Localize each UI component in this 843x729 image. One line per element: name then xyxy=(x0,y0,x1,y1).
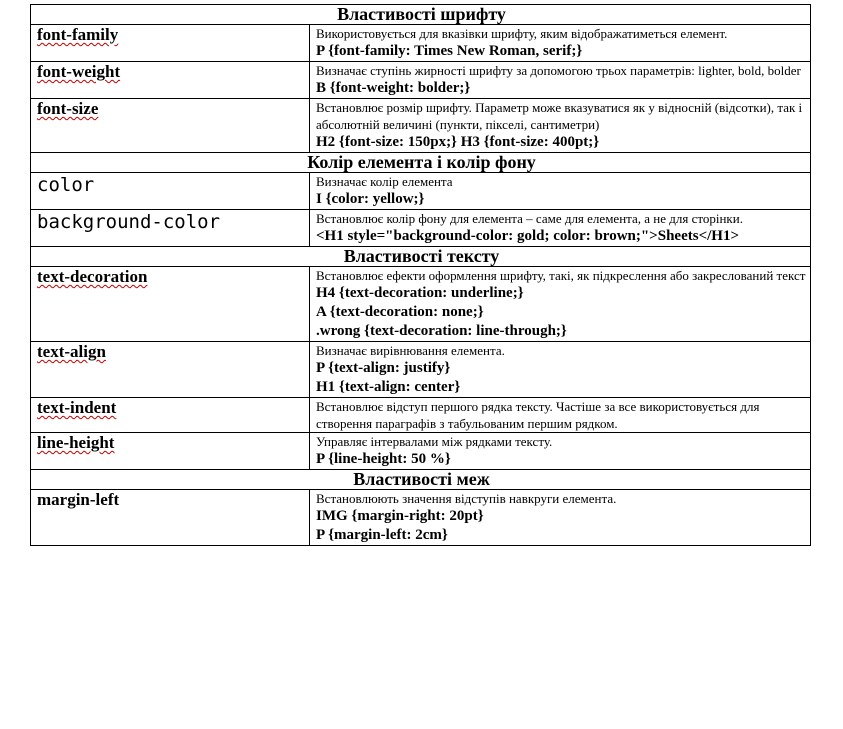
property-name xyxy=(31,99,310,153)
property-label: text-decoration xyxy=(37,267,148,286)
property-name xyxy=(31,267,310,342)
table-row xyxy=(31,62,811,99)
property-description xyxy=(310,173,811,210)
example-code: P {line-height: 50 %} xyxy=(316,451,451,467)
property-label: line-height xyxy=(37,433,115,452)
example-code: P {font-family: Times New Roman, serif;} xyxy=(316,43,583,59)
property-label: color xyxy=(37,174,95,196)
example-code: H1 {text-align: center} xyxy=(316,379,461,395)
property-description xyxy=(310,25,811,62)
section-header-row xyxy=(31,153,811,173)
table-row xyxy=(31,99,811,153)
property-label: text-indent xyxy=(37,398,117,417)
property-description xyxy=(310,210,811,247)
css-properties-table xyxy=(30,4,811,546)
property-label: font-family xyxy=(37,25,119,44)
example-code: H2 {font-size: 150px;} H3 {font-size: 400pt;} xyxy=(316,134,600,150)
property-label: text-align xyxy=(37,342,106,361)
property-name xyxy=(31,62,310,99)
table-row xyxy=(31,342,811,398)
description-text: Встановлюють значення відступів навкруги елемента. xyxy=(316,491,617,506)
property-label: margin-left xyxy=(37,490,120,509)
property-name xyxy=(31,342,310,398)
description-text: Встановлює ефекти оформлення шрифту, такі, як підкреслення або закреслований текст xyxy=(316,268,806,283)
table-row xyxy=(31,490,811,546)
example-code: <H1 style="background-color: gold; color: brown;">Sheets</H1> xyxy=(316,228,739,244)
section-title: Властивості меж xyxy=(31,470,811,490)
section-header-row xyxy=(31,247,811,267)
property-name xyxy=(31,25,310,62)
description-text: Встановлює відступ першого рядка тексту. Частіше за все використовується для створення параграфів з табульованим першим рядком. xyxy=(316,399,760,431)
example-code: I {color: yellow;} xyxy=(316,191,425,207)
example-code: P {text-align: justify} xyxy=(316,360,451,376)
section-title: Властивості тексту xyxy=(31,247,811,267)
table-row xyxy=(31,433,811,470)
example-code: P {margin-left: 2cm} xyxy=(316,527,448,543)
table-row xyxy=(31,210,811,247)
property-name xyxy=(31,490,310,546)
section-title: Властивості шрифту xyxy=(31,5,811,25)
example-code: H4 {text-decoration: underline;} xyxy=(316,285,524,301)
property-name xyxy=(31,173,310,210)
description-text: Визначає колір елемента xyxy=(316,174,453,189)
property-label: font-weight xyxy=(37,62,121,81)
property-name xyxy=(31,210,310,247)
property-description xyxy=(310,267,811,342)
property-description xyxy=(310,342,811,398)
description-text: Встановлює розмір шрифту. Параметр може вказуватися як у відносній (відсотки), так і абсолютній величині (пункти, пікселі, сантиметри) xyxy=(316,100,803,132)
property-label: background-color xyxy=(37,211,221,233)
description-text: Управляє інтервалами між рядками тексту. xyxy=(316,434,553,449)
property-description xyxy=(310,99,811,153)
example-code: B {font-weight: bolder;} xyxy=(316,80,471,96)
section-header-row xyxy=(31,5,811,25)
property-description xyxy=(310,490,811,546)
description-text: Встановлює колір фону для елемента – саме для елемента, а не для сторінки. xyxy=(316,211,743,226)
section-header-row xyxy=(31,470,811,490)
section-title: Колір елемента і колір фону xyxy=(31,153,811,173)
description-text: Визначає ступінь жирності шрифту за допомогою трьох параметрів: lighter, bold, bolder xyxy=(316,63,801,78)
table-row xyxy=(31,398,811,433)
property-name xyxy=(31,433,310,470)
property-description xyxy=(310,398,811,433)
example-code: .wrong {text-decoration: line-through;} xyxy=(316,323,567,339)
description-text: Визначає вирівнювання елемента. xyxy=(316,343,505,358)
property-name xyxy=(31,398,310,433)
table-row xyxy=(31,173,811,210)
example-code: A {text-decoration: none;} xyxy=(316,304,484,320)
table-row xyxy=(31,267,811,342)
property-description xyxy=(310,433,811,470)
property-label: font-size xyxy=(37,99,99,118)
description-text: Використовується для вказівки шрифту, яким відображатиметься елемент. xyxy=(316,26,728,41)
table-row xyxy=(31,25,811,62)
property-description xyxy=(310,62,811,99)
example-code: IMG {margin-right: 20pt} xyxy=(316,508,484,524)
